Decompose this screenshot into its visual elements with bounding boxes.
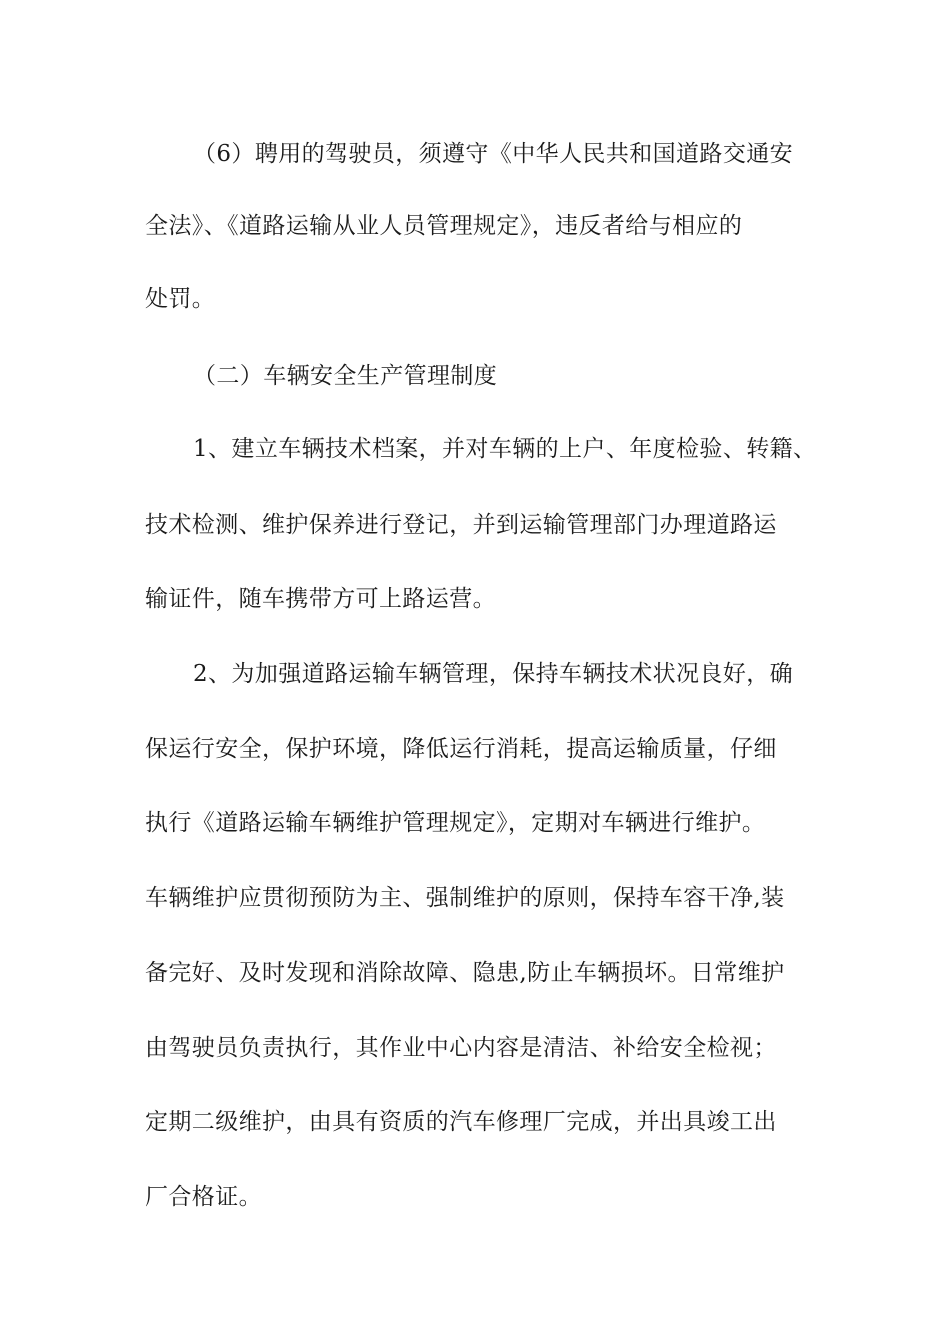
paragraph-3-line-4: 车辆维护应贯彻预防为主、强制维护的原则，保持车容干净,装 xyxy=(145,885,785,911)
paragraph-3-line-2: 保运行安全，保护环境，降低运行消耗，提高运输质量，仔细 xyxy=(145,736,777,762)
paragraph-1-line-1: （6）聘用的驾驶员，须遵守《中华人民共和国道路交通安 xyxy=(193,141,794,167)
paragraph-3-line-7: 定期二级维护，由具有资质的汽车修理厂完成，并出具竣工出 xyxy=(145,1109,777,1135)
paragraph-3-line-1: 2、为加强道路运输车辆管理，保持车辆技术状况良好，确 xyxy=(193,661,794,687)
paragraph-2-line-3: 输证件，随车携带方可上路运营。 xyxy=(145,586,496,612)
paragraph-3-line-6: 由驾驶员负责执行，其作业中心内容是清洁、补给安全检视； xyxy=(145,1035,777,1061)
paragraph-1-line-3: 处罚。 xyxy=(145,286,216,312)
paragraph-1-line-2: 全法》、《道路运输从业人员管理规定》，违反者给与相应的 xyxy=(145,213,743,239)
paragraph-3-line-5: 备完好、及时发现和消除故障、隐患,防止车辆损坏。日常维护 xyxy=(145,960,785,986)
section-heading: （二）车辆安全生产管理制度 xyxy=(193,363,498,389)
paragraph-2-line-1: 1、建立车辆技术档案，并对车辆的上户、年度检验、转籍、 xyxy=(193,436,817,462)
paragraph-3-line-8: 厂合格证。 xyxy=(145,1184,262,1210)
paragraph-2-line-2: 技术检测、维护保养进行登记，并到运输管理部门办理道路运 xyxy=(145,512,777,538)
paragraph-3-line-3: 执行《道路运输车辆维护管理规定》，定期对车辆进行维护。 xyxy=(145,810,766,836)
